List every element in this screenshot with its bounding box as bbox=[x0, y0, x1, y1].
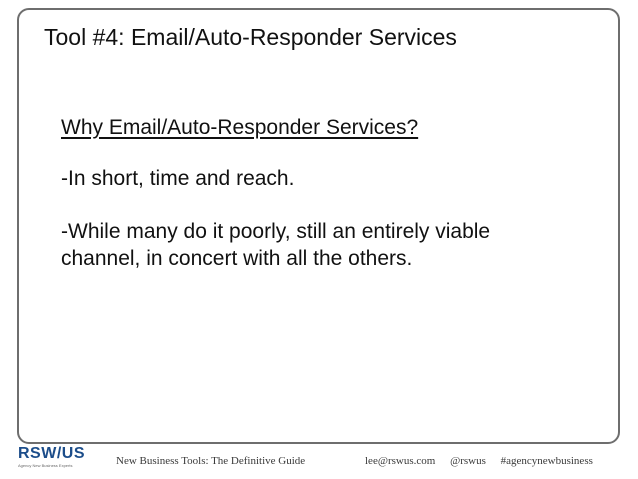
footer-email: lee@rswus.com bbox=[365, 455, 436, 467]
logo-text: RSW/US bbox=[18, 445, 85, 462]
footer-twitter: @rswus bbox=[450, 455, 486, 467]
section-heading: Why Email/Auto-Responder Services? bbox=[61, 116, 419, 139]
rswus-logo bbox=[18, 445, 85, 474]
footer-contacts bbox=[365, 455, 593, 467]
bullet-point-2: -While many do it poorly, still an entirely viable channel, in concert with all the others. bbox=[61, 220, 491, 270]
slide-title: Tool #4: Email/Auto-Responder Services bbox=[44, 24, 457, 50]
slide-body bbox=[61, 114, 561, 272]
footer-hashtag: #agencynewbusiness bbox=[500, 455, 593, 467]
bullet-point-1: -In short, time and reach. bbox=[61, 167, 295, 190]
logo-tagline: Agency New Business Experts bbox=[18, 463, 73, 468]
footer-guide-title: New Business Tools: The Definitive Guide bbox=[116, 455, 306, 467]
